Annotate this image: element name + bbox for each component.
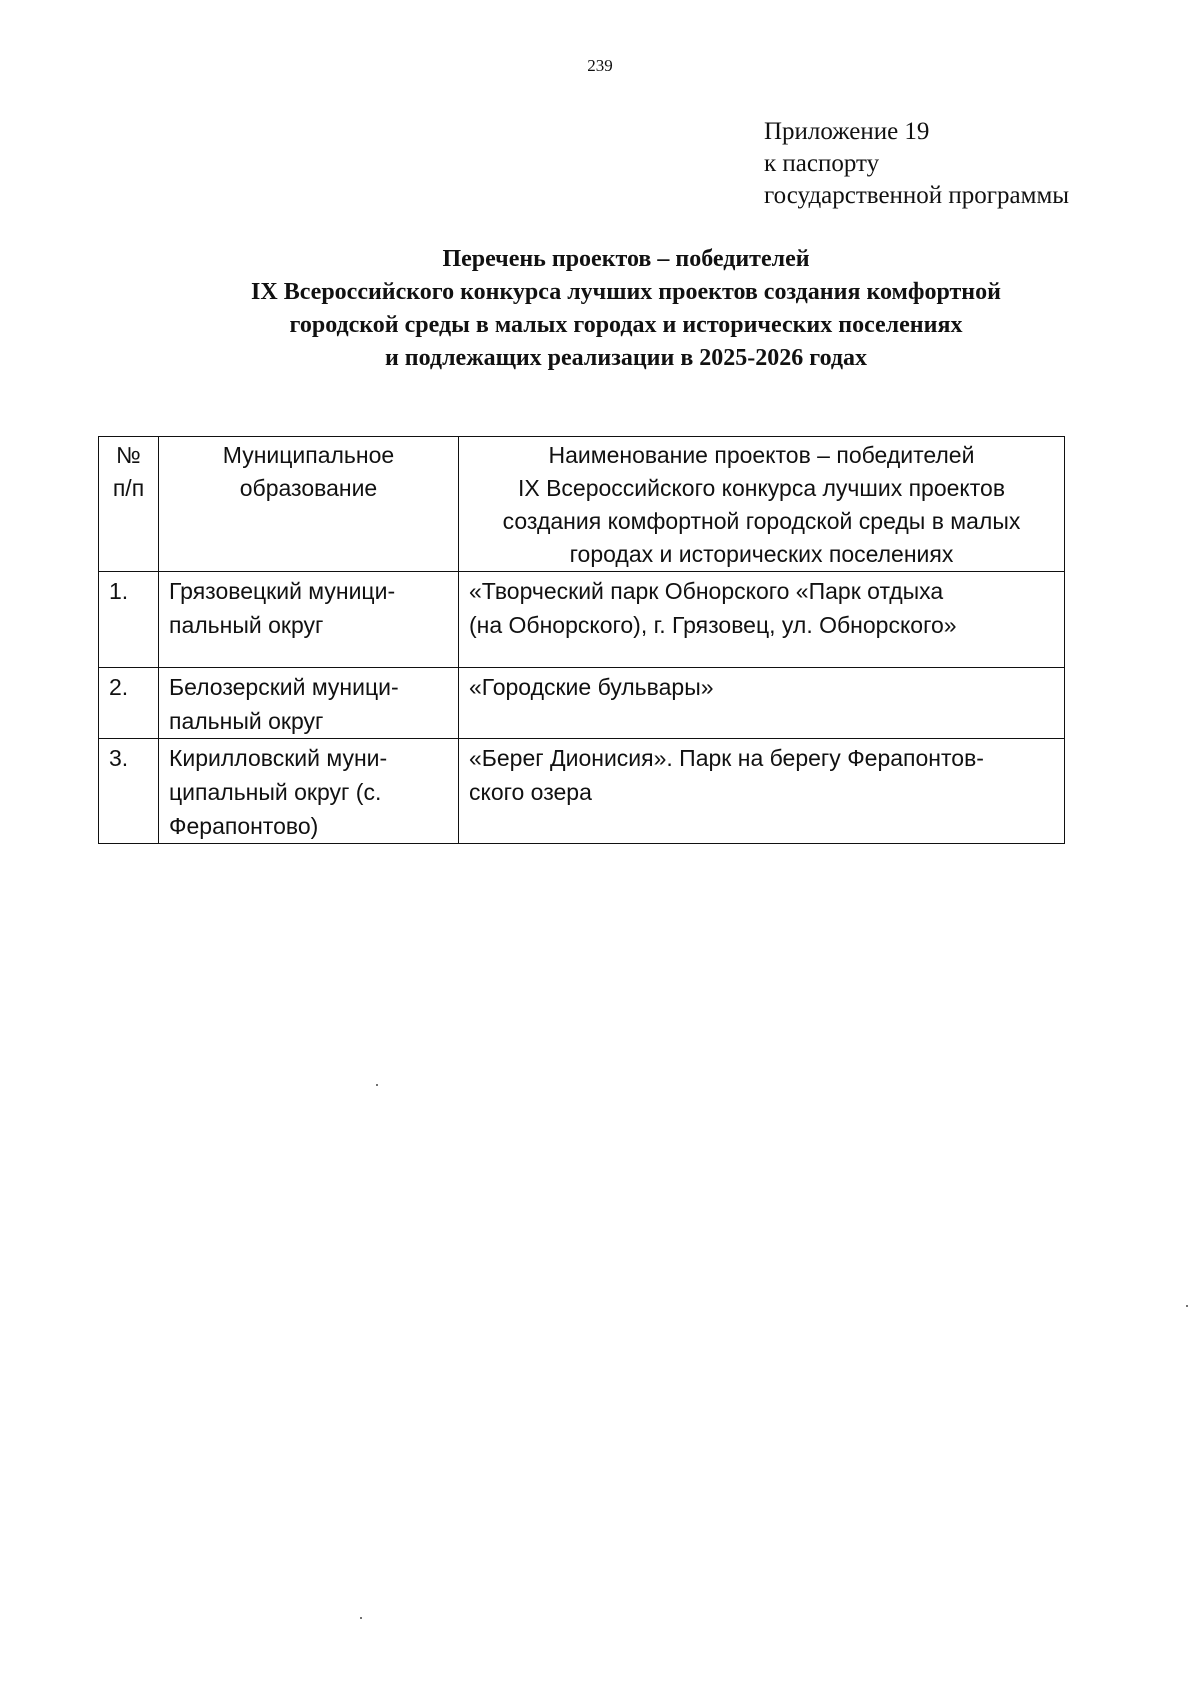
municipality-name: Белозерский муници- пальный округ xyxy=(169,674,399,734)
row-number: 2. xyxy=(109,674,129,700)
project-name: «Городские бульвары» xyxy=(469,674,714,700)
document-title xyxy=(100,243,1152,375)
table-row xyxy=(99,572,1065,668)
table-header-row xyxy=(99,437,1065,572)
cell-number xyxy=(99,668,159,739)
scan-speck xyxy=(1186,1305,1188,1307)
scan-speck xyxy=(360,1617,362,1619)
cell-municipality xyxy=(159,739,459,844)
project-name: «Берег Дионисия». Парк на берегу Ферапонтов- ского озера xyxy=(469,745,984,805)
page-number: 239 xyxy=(587,56,613,75)
row-number: 1. xyxy=(109,578,129,604)
table-row xyxy=(99,739,1065,844)
appendix-line: государственной программы xyxy=(764,182,1070,209)
appendix-line: к паспорту xyxy=(764,150,880,177)
title-line: и подлежащих реализации в 2025-2026 годах xyxy=(384,345,868,371)
cell-project xyxy=(459,668,1065,739)
row-number: 3. xyxy=(109,745,129,771)
title-line: IX Всероссийского конкурса лучших проектов создания комфортной xyxy=(251,279,1001,305)
title-line: городской среды в малых городах и исторических поселениях xyxy=(289,312,963,338)
municipality-name: Кирилловский муни- ципальный округ (с. Ферапонтово) xyxy=(169,745,388,839)
header-municipality-label: Муниципальное образование xyxy=(222,442,395,501)
scan-speck xyxy=(376,1084,378,1086)
table-row xyxy=(99,668,1065,739)
header-municipality xyxy=(159,437,459,572)
cell-municipality xyxy=(159,668,459,739)
cell-number xyxy=(99,739,159,844)
appendix-note xyxy=(764,116,1069,212)
project-name: «Творческий парк Обнорского «Парк отдыха (на Обнорского), г. Грязовец, ул. Обнорского» xyxy=(469,578,957,638)
header-project-label: Наименование проектов – победителей IX Всероссийского конкурса лучших проектов создания комфортной городской среды в малых городах и исторических поселениях xyxy=(502,442,1021,567)
cell-project xyxy=(459,572,1065,668)
cell-project xyxy=(459,739,1065,844)
header-number xyxy=(99,437,159,572)
cell-municipality xyxy=(159,572,459,668)
header-number-label: № п/п xyxy=(112,442,145,501)
header-project xyxy=(459,437,1065,572)
appendix-line: Приложение 19 xyxy=(764,118,930,145)
municipality-name: Грязовецкий муници- пальный округ xyxy=(169,578,396,638)
cell-number xyxy=(99,572,159,668)
projects-table xyxy=(98,436,1065,844)
title-line: Перечень проектов – победителей xyxy=(442,246,810,272)
